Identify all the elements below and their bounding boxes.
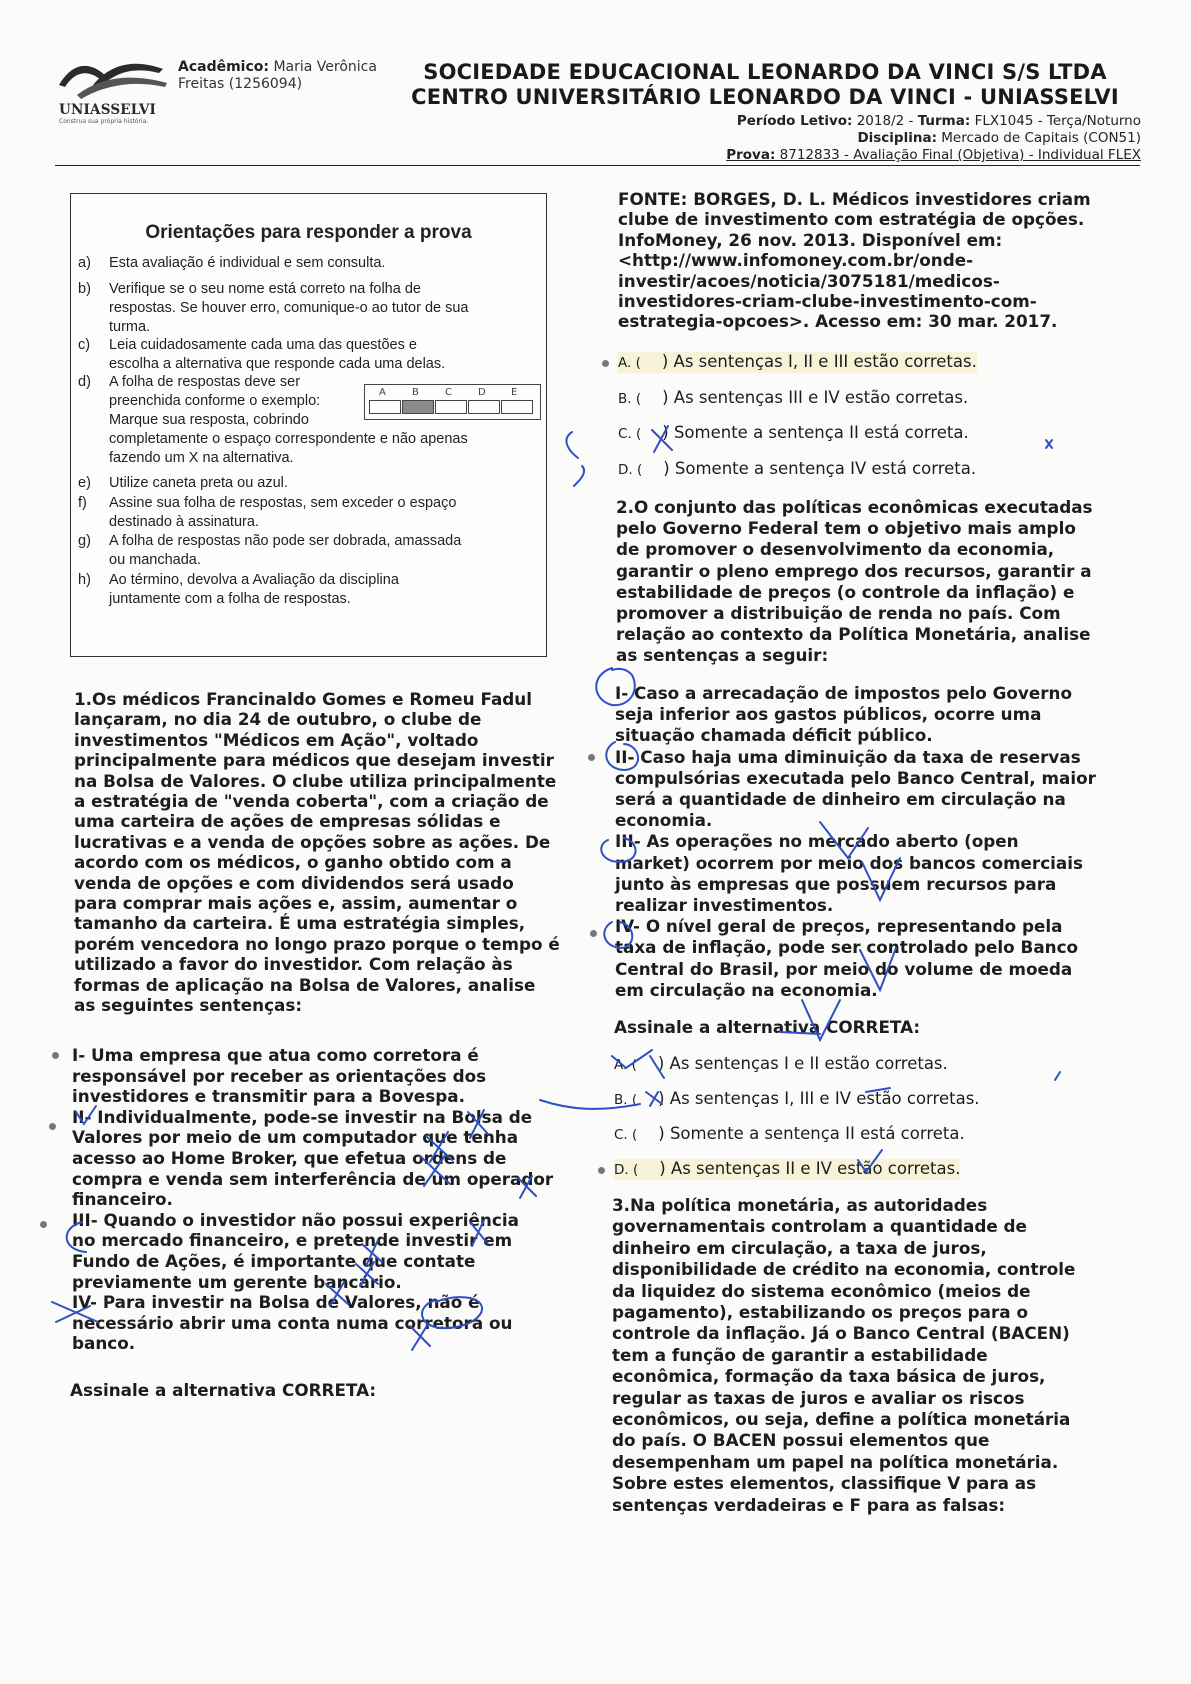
question-2-statement-line: compulsórias executada pelo Banco Central, maior	[615, 767, 1096, 788]
instruction-line: Esta avaliação é individual e sem consulta.	[109, 255, 386, 271]
periodo-row: Período Letivo: 2018/2 - Turma: FLX1045 - Terça/Noturno	[736, 113, 1141, 129]
example-letter: D	[478, 387, 486, 398]
question-1-option[interactable]	[618, 459, 976, 480]
instruction-text	[109, 336, 519, 374]
option-close-paren: )	[662, 423, 669, 442]
institution-line-2: CENTRO UNIVERSITÁRIO LEONARDO DA VINCI - UNIASSELVI	[411, 85, 1119, 109]
question-2-statement-line: III- As operações no mercado aberto (open	[615, 831, 1019, 852]
instruction-line: A folha de respostas não pode ser dobrada, amassada	[109, 533, 462, 549]
question-2-statement-line: economia.	[615, 810, 713, 831]
example-letter: B	[412, 387, 419, 398]
option-letter: B. (	[618, 390, 642, 407]
question-1-prompt: Assinale a alternativa CORRETA:	[70, 1380, 377, 1400]
question-1-line: uma carteira de ações de empresas sólidas e	[74, 811, 501, 832]
question-1-statement-line: compra e venda sem interferência de um operador	[72, 1168, 554, 1189]
turma-value: FLX1045 - Terça/Noturno	[974, 113, 1141, 129]
question-2-option[interactable]	[614, 1089, 980, 1110]
student-info	[178, 59, 398, 93]
option-close-paren: )	[661, 352, 669, 371]
question-1-statement-line: previamente um gerente bancário.	[72, 1271, 402, 1292]
q1-option-a-marker-dot	[602, 360, 609, 367]
question-3-line: pagamento), estabilizando os preços para o	[612, 1302, 1028, 1323]
instruction-letter: b)	[78, 281, 91, 297]
option-blank[interactable]	[637, 1089, 658, 1108]
instruction-text	[109, 494, 519, 532]
question-3-line: regular as taxas de juros e avaliar os riscos	[612, 1387, 1025, 1408]
question-3-line: 3.Na política monetária, as autoridades	[612, 1195, 988, 1215]
option-letter: D. (	[618, 461, 643, 478]
option-blank[interactable]	[641, 423, 662, 442]
option-text: Somente a sentença IV está correta.	[669, 458, 977, 478]
example-cell-filled	[402, 400, 434, 414]
question-3-line: do país. O BACEN possui elementos que	[612, 1430, 990, 1451]
periodo-label: Período Letivo:	[736, 113, 853, 129]
instruction-line: Marque sua resposta, cobrindo	[109, 412, 309, 428]
question-1-source	[618, 189, 1138, 332]
institution-heading	[390, 60, 1140, 110]
question-2-statement-line: market) ocorrem por meio dos bancos comerciais	[615, 852, 1083, 873]
question-1-statement-line: investidores e transmitir para a Bovespa.	[72, 1086, 466, 1107]
instruction-line: fazendo um X na alternativa.	[109, 450, 294, 466]
student-label: Acadêmico:	[178, 59, 269, 75]
question-2-statement-line: situação chamada déficit público.	[615, 725, 933, 746]
question-1-statement-line: necessário abrir uma conta numa corretora ou	[72, 1312, 513, 1333]
option-close-paren: )	[662, 387, 669, 407]
instruction-line: Verifique se o seu nome está correto na folha de	[109, 281, 421, 297]
option-blank[interactable]	[637, 1054, 658, 1073]
question-1-statement-line: banco.	[72, 1333, 136, 1354]
question-2-statement-line: taxa de inflação, pode ser controlado pelo Banco	[615, 937, 1079, 958]
instruction-letter: e)	[78, 475, 91, 491]
instruction-line: completamente o espaço correspondente e não apenas	[109, 431, 468, 447]
question-1-statement-line: II- Individualmente, pode-se investir na Bolsa de	[72, 1106, 533, 1127]
option-close-paren: )	[663, 458, 670, 478]
question-2-line: as sentenças a seguir:	[616, 645, 829, 666]
question-2-line: de promover o desenvolvimento da economia,	[616, 539, 1055, 560]
question-1-line: formas de aplicação na Bolsa de Valores, analise	[74, 974, 536, 995]
option-letter: C. (	[618, 426, 642, 442]
instruction-letter: c)	[78, 337, 91, 353]
logo-swoosh-icon	[55, 55, 175, 103]
question-3-line: tem a função de garantir a estabilidade	[612, 1344, 988, 1365]
question-2-statement-line: II- Caso haja uma diminuição da taxa de reservas	[615, 746, 1081, 767]
question-1-option[interactable]	[618, 388, 968, 409]
option-letter: B. (	[614, 1092, 638, 1108]
question-2-statement-line: I- Caso a arrecadação de impostos pelo Governo	[615, 683, 1073, 703]
example-cell	[501, 400, 533, 414]
instruction-letter: f)	[78, 495, 87, 511]
disciplina-row	[726, 130, 1141, 147]
option-blank[interactable]	[641, 388, 662, 407]
example-cell	[468, 400, 500, 414]
option-close-paren: )	[658, 1089, 665, 1108]
instruction-line: Ao término, devolva a Avaliação da disciplina	[109, 572, 399, 588]
question-1-source-line: FONTE: BORGES, D. L. Médicos investidores criam	[618, 189, 1091, 209]
periodo-value: 2018/2	[856, 113, 905, 129]
option-text: As sentenças I e II estão corretas.	[664, 1054, 948, 1073]
q2-statement-iv-marker-dot	[590, 930, 597, 937]
question-1-source-line: <http://www.infomoney.com.br/onde-	[618, 250, 974, 271]
option-letter: C. (	[614, 1127, 638, 1143]
q2-statement-ii-marker-dot	[588, 754, 595, 761]
question-2-option[interactable]	[614, 1124, 965, 1145]
question-1-source-line: estrategia-opcoes>. Acesso em: 30 mar. 2017.	[618, 311, 1058, 332]
logo-brand-text: UNIASSELVI	[59, 102, 157, 118]
question-2-line: 2.O conjunto das políticas econômicas executadas	[616, 497, 1093, 517]
question-1-statement-line: Valores por meio de um computador que tenha	[72, 1127, 519, 1148]
option-letter: A. (	[614, 1057, 637, 1073]
question-1-option[interactable]	[618, 423, 969, 444]
instruction-text	[109, 571, 519, 609]
question-2-line: pelo Governo Federal tem o objetivo mais amplo	[616, 518, 1076, 539]
instruction-letter: g)	[78, 533, 91, 549]
question-1-line: na Bolsa de Valores. O clube utiliza principalmente	[74, 770, 557, 791]
option-close-paren: )	[657, 1054, 665, 1073]
question-1-statement-line: financeiro.	[72, 1189, 173, 1210]
question-1-line: a estratégia de "venda coberta", com a criação de	[74, 791, 549, 812]
question-1-source-line: InfoMoney, 26 nov. 2013. Disponível em:	[618, 229, 1003, 250]
instruction-letter: h)	[78, 572, 91, 588]
question-2-statements	[615, 683, 1155, 1001]
question-1-statement-line: responsável por receber as orientações dos	[72, 1065, 487, 1086]
instruction-line: A folha de respostas deve ser	[109, 374, 301, 390]
instruction-letter: a)	[78, 255, 91, 271]
turma-label: Turma:	[917, 113, 971, 129]
question-1-line: tamanho da carteira. É uma estratégia simples,	[74, 913, 526, 934]
instruction-text	[109, 532, 519, 570]
question-2-statement-line: Central do Brasil, por meio do volume de moeda	[615, 958, 1073, 979]
example-cell	[369, 400, 401, 414]
example-letter: C	[445, 387, 452, 398]
prova-row	[726, 147, 1141, 164]
instruction-text	[109, 474, 519, 493]
question-1-line: principalmente para médicos que desejam investir	[74, 750, 554, 771]
question-3-stem	[612, 1195, 1152, 1516]
example-cell	[435, 400, 467, 414]
question-1-statements	[72, 1045, 572, 1354]
instruction-line: juntamente com a folha de respostas.	[109, 591, 351, 607]
question-3-line: dinheiro em circulação, a taxa de juros,	[612, 1237, 987, 1258]
question-1-line: as seguintes sentenças:	[74, 995, 303, 1016]
instruction-line: Leia cuidadosamente cada uma das questões e	[109, 337, 417, 353]
question-3-line: econômicos, ou seja, define a política monetária	[612, 1409, 1071, 1430]
instruction-line: respostas. Se houver erro, comunique-o ao tutor de sua	[109, 300, 469, 316]
option-text: As sentenças III e IV estão corretas.	[668, 387, 969, 407]
question-1-line: para comprar mais ações e, assim, aumentar o	[74, 893, 518, 914]
question-2-option[interactable]	[614, 1054, 948, 1075]
question-1-statement-line: I- Uma empresa que atua como corretora é	[72, 1045, 479, 1065]
option-text: Somente a sentença II está correta.	[664, 1124, 965, 1143]
question-1-line: lançaram, no dia 24 de outubro, o clube de	[74, 709, 482, 730]
instruction-line: escolha a alternativa que responde cada uma delas.	[109, 356, 446, 372]
question-2-statement-line: realizar investimentos.	[615, 895, 834, 916]
question-1-statement-line: no mercado financeiro, e pretende investir em	[72, 1230, 513, 1251]
instructions-box	[70, 193, 547, 657]
instruction-line: destinado à assinatura.	[109, 514, 259, 530]
answer-sheet-example	[364, 384, 541, 420]
option-close-paren: )	[659, 1159, 666, 1178]
option-close-paren: )	[658, 1124, 665, 1143]
question-2-statement-line: junto às empresas que possuem recursos para	[615, 873, 1057, 894]
option-text: As sentenças II e IV estão corretas.	[665, 1159, 961, 1178]
instruction-text	[109, 254, 519, 273]
question-2-line: garantir o pleno emprego dos recursos, garantir a	[616, 560, 1092, 581]
instruction-text	[109, 280, 519, 337]
option-letter: D. (	[614, 1162, 639, 1178]
question-1-line: porém vencedora no longo prazo porque o tempo é	[74, 933, 560, 954]
instruction-line: ou manchada.	[109, 552, 201, 568]
question-3-line: disponibilidade de crédito na economia, controle	[612, 1259, 1076, 1280]
question-1-line: utilizado a favor do investidor. Com relação às	[74, 954, 513, 975]
example-letter: E	[511, 387, 518, 398]
question-1-source-line: clube de investimento com estratégia de opções.	[618, 209, 1085, 230]
question-3-line: sentenças verdadeiras e F para as falsas:	[612, 1494, 1006, 1515]
question-1-line: venda de opções e com dividendos será usado	[74, 872, 514, 893]
question-2-stem	[616, 497, 1156, 667]
question-3-line: controle da inflação. Já o Banco Central (BACEN)	[612, 1323, 1070, 1344]
question-2-statement-line: será a quantidade de dinheiro em circulação na	[615, 789, 1066, 810]
question-3-line: Sobre estes elementos, classifique V para as	[612, 1473, 1037, 1494]
question-2-option[interactable]	[614, 1159, 960, 1180]
question-2-line: promover a distribuição de renda no país. Com	[616, 603, 1061, 624]
question-1-stem	[74, 689, 574, 1016]
question-1-statement-line: acesso ao Home Broker, que efetua ordens de	[72, 1147, 507, 1168]
q2-option-d-marker-dot	[598, 1167, 605, 1174]
question-2-line: relação ao contexto da Política Monetária, analise	[616, 624, 1091, 645]
option-text: As sentenças I, III e IV estão corretas.	[664, 1089, 980, 1108]
prova-value: 8712833 - Avaliação Final (Objetiva) - Individual FLEX	[779, 147, 1141, 163]
question-1-line: acordo com os médicos, o ganho obtido com a	[74, 852, 512, 873]
question-1-statement-line: III- Quando o investidor não possui experiência	[72, 1209, 519, 1230]
question-3-line: governamentais controlam a quantidade de	[612, 1216, 1027, 1237]
question-2-statement-line: seja inferior aos gastos públicos, ocorre uma	[615, 704, 1042, 725]
question-2-statement-line: em circulação na economia.	[615, 979, 878, 1000]
instruction-line: Assine sua folha de respostas, sem exceder o espaço	[109, 495, 457, 511]
student-name: Maria Verônica Freitas (1256094)	[178, 59, 377, 92]
option-blank[interactable]	[637, 1124, 658, 1143]
question-1-source-line: investir/acoes/noticia/3075181/medicos-	[618, 270, 1000, 291]
option-text: As sentenças I, II e III estão corretas.	[668, 352, 977, 371]
instruction-line: Utilize caneta preta ou azul.	[109, 475, 288, 491]
header-divider	[55, 165, 1140, 166]
instruction-letter: d)	[78, 374, 91, 390]
uniasselvi-logo	[55, 55, 175, 125]
option-text: Somente a sentença II está correta.	[668, 423, 969, 442]
question-1-line: 1.Os médicos Francinaldo Gomes e Romeu Fadul	[74, 689, 532, 709]
disciplina-label: Disciplina:	[857, 130, 937, 146]
question-1-line: investimentos "Médicos em Ação", voltado	[74, 729, 479, 750]
q1-stray-mark	[1046, 440, 1052, 448]
instruction-line: preenchida conforme o exemplo:	[109, 393, 321, 409]
question-2-prompt: Assinale a alternativa CORRETA:	[614, 1017, 921, 1037]
q1-statement-iii-marker-dot	[40, 1221, 47, 1228]
logo-tagline: Construa sua própria história.	[59, 118, 149, 125]
question-1-statement-line: Fundo de Ações, é importante que contate	[72, 1250, 476, 1271]
q1-statement-ii-marker-dot	[49, 1123, 56, 1130]
question-3-line: desempenham um papel na política monetária.	[612, 1451, 1059, 1472]
option-blank[interactable]	[638, 1159, 659, 1178]
question-1-statement-line: IV- Para investir na Bolsa de Valores, não é	[72, 1292, 480, 1313]
prova-label: Prova:	[726, 147, 776, 163]
institution-line-1: SOCIEDADE EDUCACIONAL LEONARDO DA VINCI S/S LTDA	[423, 60, 1107, 84]
question-3-line: da liquidez do sistema econômico (meios de	[612, 1280, 1031, 1301]
question-1-line: lucrativas e a venda de opções sobre as ações. De	[74, 831, 551, 852]
exam-meta	[726, 113, 1141, 164]
instructions-title: Orientações para responder a prova	[145, 222, 472, 243]
question-3-line: econômica, formação da taxa básica de juros,	[612, 1366, 1046, 1387]
option-letter: A. (	[618, 355, 641, 371]
example-letter: A	[379, 387, 386, 398]
option-blank[interactable]	[641, 352, 662, 371]
instruction-line: turma.	[109, 319, 151, 335]
q2-stray-mark	[1055, 1072, 1060, 1080]
question-1-option[interactable]	[618, 352, 977, 373]
q1-margin-bracket-mark	[566, 432, 584, 486]
disciplina-value: Mercado de Capitais (CON51)	[941, 130, 1141, 146]
question-2-statement-line: IV- O nível geral de preços, representando pela	[615, 916, 1063, 937]
question-1-source-line: investidores-criam-clube-investimento-com-	[618, 291, 1037, 312]
q1-statement-i-marker-dot	[52, 1052, 59, 1059]
option-blank[interactable]	[642, 459, 663, 478]
question-2-line: estabilidade de preços (o controle da inflação) e	[616, 581, 1075, 602]
